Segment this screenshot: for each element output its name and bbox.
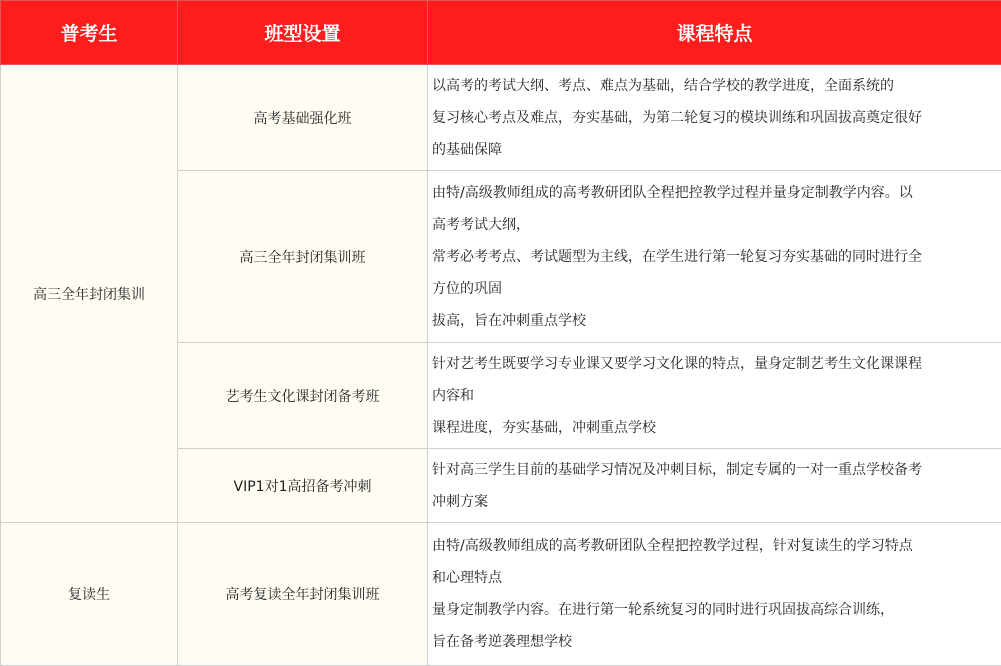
feature-line: 由特/高级教师组成的高考教研团队全程把控教学过程并量身定制教学内容。以 <box>432 184 913 201</box>
course-features <box>428 65 1001 171</box>
feature-line: 以高考的考试大纲、考点、难点为基础，结合学校的教学进度，全面系统的 <box>432 77 894 94</box>
feature-line: 复习核心考点及难点，夯实基础，为第二轮复习的模块训练和巩固拔高奠定很好 <box>432 109 922 126</box>
feature-line: 拔高，旨在冲刺重点学校 <box>432 312 586 329</box>
feature-line: 的基础保障 <box>432 141 502 158</box>
course-features <box>428 343 1001 449</box>
header-class-setup: 班型设置 <box>178 1 428 65</box>
class-name: 高考基础强化班 <box>178 65 428 171</box>
table-header-row <box>1 1 1001 65</box>
feature-line: 针对艺考生既要学习专业课又要学习文化课的特点，量身定制艺考生文化课课程 <box>432 355 922 372</box>
feature-line: 课程进度，夯实基础，冲刺重点学校 <box>432 419 656 436</box>
course-features <box>428 171 1001 343</box>
class-name: 高三全年封闭集训班 <box>178 171 428 343</box>
table-row <box>1 65 1001 171</box>
feature-line: 旨在备考逆袭理想学校 <box>432 634 572 650</box>
class-name: 艺考生文化课封闭备考班 <box>178 343 428 449</box>
feature-line: 由特/高级教师组成的高考教研团队全程把控教学过程，针对复读生的学习特点 <box>432 538 913 554</box>
feature-line: 方位的巩固 <box>432 280 502 297</box>
course-features <box>428 523 1001 666</box>
class-name: 高考复读全年封闭集训班 <box>178 523 428 666</box>
feature-line: 和心理特点 <box>432 570 502 586</box>
feature-line: 常考必考考点、考试题型为主线，在学生进行第一轮复习夯实基础的同时进行全 <box>432 248 922 265</box>
feature-line: 内容和 <box>432 387 474 404</box>
feature-line: 针对高三学生目前的基础学习情况及冲刺目标，制定专属的一对一重点学校备考 <box>432 461 922 478</box>
feature-line: 量身定制教学内容。在进行第一轮系统复习的同时进行巩固拔高综合训练， <box>432 602 894 618</box>
group-label-senior-three: 高三全年封闭集训 <box>1 65 178 523</box>
course-features <box>428 449 1001 523</box>
table-row <box>1 523 1001 666</box>
class-name: VIP1对1高招备考冲刺 <box>178 449 428 523</box>
group-label-repeat-student: 复读生 <box>1 523 178 666</box>
feature-line: 冲刺方案 <box>432 493 488 510</box>
header-student-type: 普考生 <box>1 1 178 65</box>
feature-line: 高考考试大纲， <box>432 216 530 233</box>
header-course-features: 课程特点 <box>428 1 1001 65</box>
